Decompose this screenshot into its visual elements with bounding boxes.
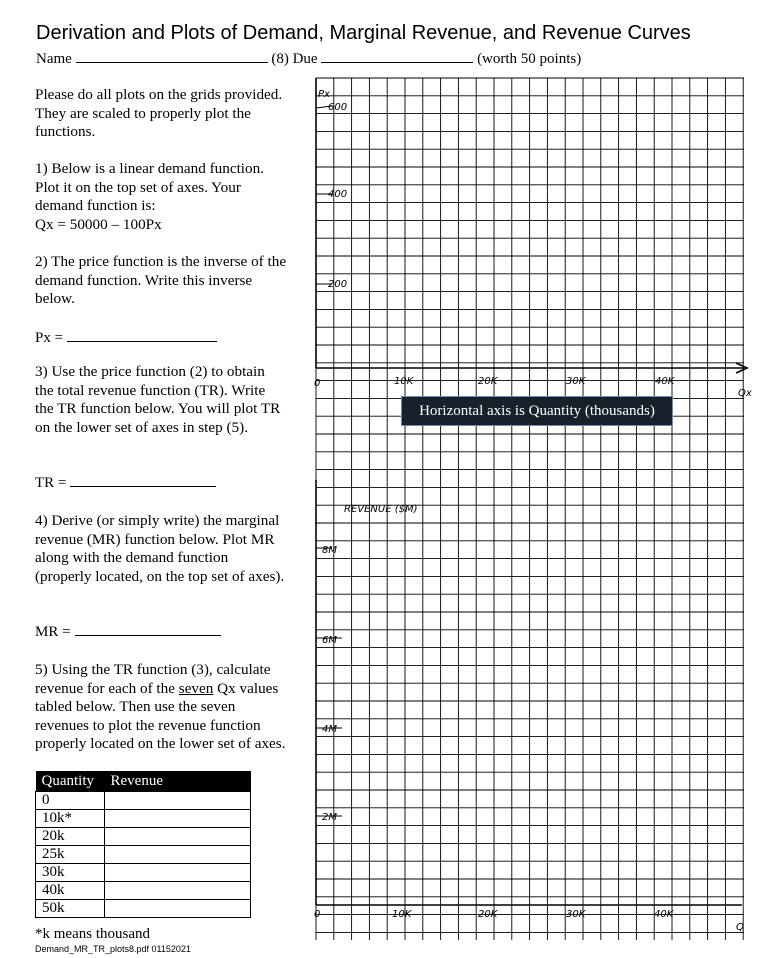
table-header-revenue: Revenue [105,771,251,792]
worth-label: (worth 50 points) [477,51,582,67]
quantity-cell: 20k [36,828,105,846]
top-x-axis-label: Qx [738,388,752,399]
top-y-tick-label: 200 [328,279,348,290]
bottom-origin-label: 0 [314,909,321,920]
quantity-cell: 0 [36,792,105,810]
quantity-cell: 30k [36,864,105,882]
mr-label: MR = [35,624,71,640]
due-label: (8) Due [271,51,318,67]
demand-function: Qx = 50000 – 100Px [35,215,162,233]
top-y-axis-label: Px [318,89,330,100]
top-x-tick-label: 30K [566,376,586,387]
bottom-x-tick-label: 20K [478,909,498,920]
question-2: 2) The price function is the inverse of the demand function. Write this inverse below. [35,253,287,308]
question-1-text: 1) Below is a linear demand function. Plot it on the top set of axes. Your demand function is: [35,160,265,215]
page-title: Derivation and Plots of Demand, Marginal Revenue, and Revenue Curves [36,22,691,44]
bottom-y-tick-label: 8M [322,545,337,556]
quantity-cell: 40k [36,882,105,900]
name-label: Name [36,51,72,67]
question-4: 4) Derive (or simply write) the marginal revenue (MR) function below. Plot MR along with the demand function (properly located, on the top set of axes). [35,512,285,585]
seven-underlined: seven [178,679,214,697]
bottom-x-tick-label: 40K [654,909,674,920]
bottom-x-axis-label: Q [736,922,744,933]
bottom-x-tick-label: 30K [566,909,586,920]
bottom-y-tick-label: 4M [322,724,337,735]
top-x-tick-label: 20K [478,376,498,387]
bottom-x-tick-label: 10K [392,909,412,920]
intro-text: Please do all plots on the grids provided. They are scaled to properly plot the functions. [35,86,283,141]
question-5: 5) Using the TR function (3), calculate revenue for each of the seven Qx values tabled below. Then use the seven revenues to plot the revenue function properly located on the lower set of axes. [35,661,286,753]
top-origin-label: 0 [314,378,321,389]
top-x-tick-label: 10K [394,376,414,387]
footnote: *k means thousand [35,926,150,942]
revenue-axis-title: REVENUE ($M) [344,504,418,515]
top-y-tick-label: 400 [328,189,348,200]
px-label: Px = [35,330,64,346]
tr-label: TR = [35,475,67,491]
quantity-cell: 50k [36,900,105,918]
axis-callout: Horizontal axis is Quantity (thousands) [401,396,673,426]
table-header-quantity: Quantity [36,771,105,792]
question-3: 3) Use the price function (2) to obtain the total revenue function (TR). Write the TR function below. You will plot TR on the lower set of axes in step (5). [35,363,281,436]
bottom-y-tick-label: 6M [322,635,337,646]
top-y-tick-label: 600 [328,102,348,113]
filename: Demand_MR_TR_plots8.pdf 01152021 [35,944,191,954]
top-x-tick-label: 40K [655,376,675,387]
quantity-cell: 25k [36,846,105,864]
quantity-cell: 10k* [36,810,105,828]
bottom-y-tick-label: 2M [322,812,337,823]
